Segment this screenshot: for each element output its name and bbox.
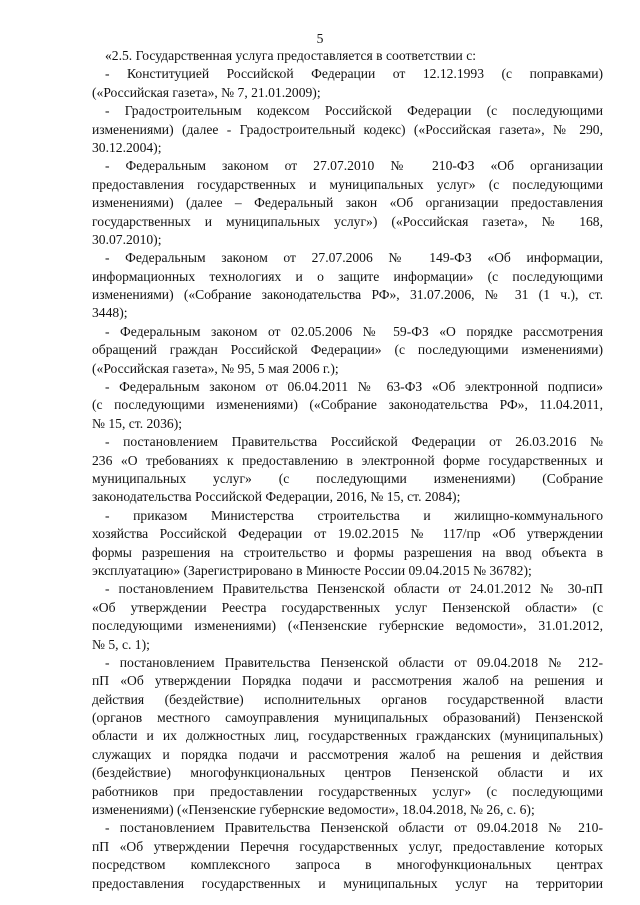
text-line: (с последующими изменениями) («Собрание законодательства РФ», 11.04.2011, — [92, 397, 603, 413]
text-line: 3448); — [92, 305, 128, 321]
text-line: № 15, ст. 2036); — [92, 415, 182, 431]
text-line: эксплуатацию» (Зарегистрировано в Минюсте России 09.04.2015 № 36782); — [92, 562, 532, 578]
text-line: (органов местного самоуправления муниципальных образований) Пензенской — [92, 710, 603, 726]
text-line: изменениями) («Пензенские губернские ведомости», 18.04.2018, № 26, с. 6); — [92, 802, 535, 818]
text-line: предоставления государственных и муниципальных услуг» (с последующими — [92, 176, 603, 192]
paragraph — [92, 102, 603, 157]
text-line: 236 «О требованиях к предоставлению в электронной форме государственных и — [92, 452, 603, 468]
text-line: муниципальных услуг» (с последующими изменениями) (Собрание — [92, 470, 603, 486]
paragraph — [92, 654, 603, 820]
text-line: - Федеральным законом от 27.07.2006 № 149-ФЗ «Об информации, — [105, 250, 603, 266]
text-line: - постановлением Правительства Пензенской области от 24.01.2012 № 30-пП — [105, 581, 603, 597]
text-line: информационных технологиях и о защите информации» (с последующими — [92, 268, 603, 284]
text-line: посредством комплексного запроса в многофункциональных центрах — [92, 857, 603, 873]
paragraph — [92, 819, 603, 893]
paragraph — [92, 580, 603, 654]
paragraph — [92, 249, 603, 323]
text-line: пП «Об утверждении Порядка подачи и рассмотрения жалоб на решения и — [92, 673, 603, 689]
text-line: формы разрешения на строительство и формы разрешения на ввод объекта в — [92, 544, 603, 560]
text-line: последующими изменениями) («Пензенские губернские ведомости», 31.01.2012, — [92, 618, 603, 634]
page-number: 5 — [316, 31, 324, 46]
paragraph — [92, 323, 603, 378]
text-line: - Федеральным законом от 27.07.2010 № 210-ФЗ «Об организации — [105, 158, 603, 174]
text-line: - Градостроительным кодексом Российской Федерации (с последующими — [105, 103, 603, 119]
text-line: - Федеральным законом от 02.05.2006 № 59-ФЗ «О порядке рассмотрения — [105, 323, 603, 339]
text-line: изменениями) («Собрание законодательства РФ», 31.07.2006, № 31 (1 ч.), ст. — [92, 287, 603, 303]
text-line: (бездействие) многофункциональных центров Пензенской области и их — [92, 765, 603, 781]
text-line: - Федеральным законом от 06.04.2011 № 63-ФЗ «Об электронной подписи» — [105, 379, 603, 395]
text-line: хозяйства Российской Федерации от 19.02.2015 № 117/пр «Об утверждении — [92, 526, 603, 542]
text-line: - Конституцией Российской Федерации от 12.12.1993 (с поправками) — [105, 66, 603, 82]
text-line: законодательства Российской Федерации, 2016, № 15, ст. 2084); — [92, 489, 461, 505]
paragraph — [92, 157, 603, 249]
text-line: работников при предоставлении государственных услуг» (с последующими — [92, 783, 603, 799]
paragraph — [92, 433, 603, 507]
text-line: действия (бездействие) исполнительных органов государственной власти — [92, 691, 603, 707]
text-line: «Об утверждении Реестра государственных услуг Пензенской области» (с — [92, 599, 603, 615]
text-line: государственных и муниципальных услуг») («Российская газета», № 168, — [92, 213, 603, 229]
text-line: - постановлением Правительства Пензенской области от 09.04.2018 № 212- — [105, 654, 603, 670]
text-line: («Российская газета», № 7, 21.01.2009); — [92, 84, 321, 100]
body-text — [92, 47, 603, 893]
text-line: - постановлением Правительства Пензенской области от 09.04.2018 № 210- — [105, 820, 603, 836]
text-line: 30.07.2010); — [92, 231, 162, 247]
paragraph — [92, 507, 603, 581]
text-line: изменениями) (далее – Федеральный закон «Об организации предоставления — [92, 195, 603, 211]
text-line: пП «Об утверждении Перечня государственных услуг, предоставление которых — [92, 838, 603, 854]
paragraph — [92, 47, 603, 65]
text-line: № 5, с. 1); — [92, 636, 150, 652]
text-line: - постановлением Правительства Российской Федерации от 26.03.2016 № — [105, 434, 603, 450]
text-line: 30.12.2004); — [92, 139, 162, 155]
text-line: изменениями) (далее - Градостроительный кодекс) («Российская газета», № 290, — [92, 121, 603, 137]
text-line: («Российская газета», № 95, 5 мая 2006 г.); — [92, 360, 339, 376]
text-line: служащих и порядка подачи и рассмотрения жалоб на решения и действия — [92, 746, 603, 762]
text-line: обращений граждан Российской Федерации» (с последующими изменениями) — [92, 342, 603, 358]
paragraph — [92, 378, 603, 433]
paragraph — [92, 65, 603, 102]
text-line: области и их должностных лиц, государственных гражданских (муниципальных) — [92, 728, 603, 744]
text-line: - приказом Министерства строительства и жилищно-коммунального — [105, 507, 603, 523]
text-line: «2.5. Государственная услуга предоставляется в соответствии с: — [105, 48, 477, 63]
text-line: предоставления государственных и муниципальных услуг на территории — [92, 875, 603, 891]
